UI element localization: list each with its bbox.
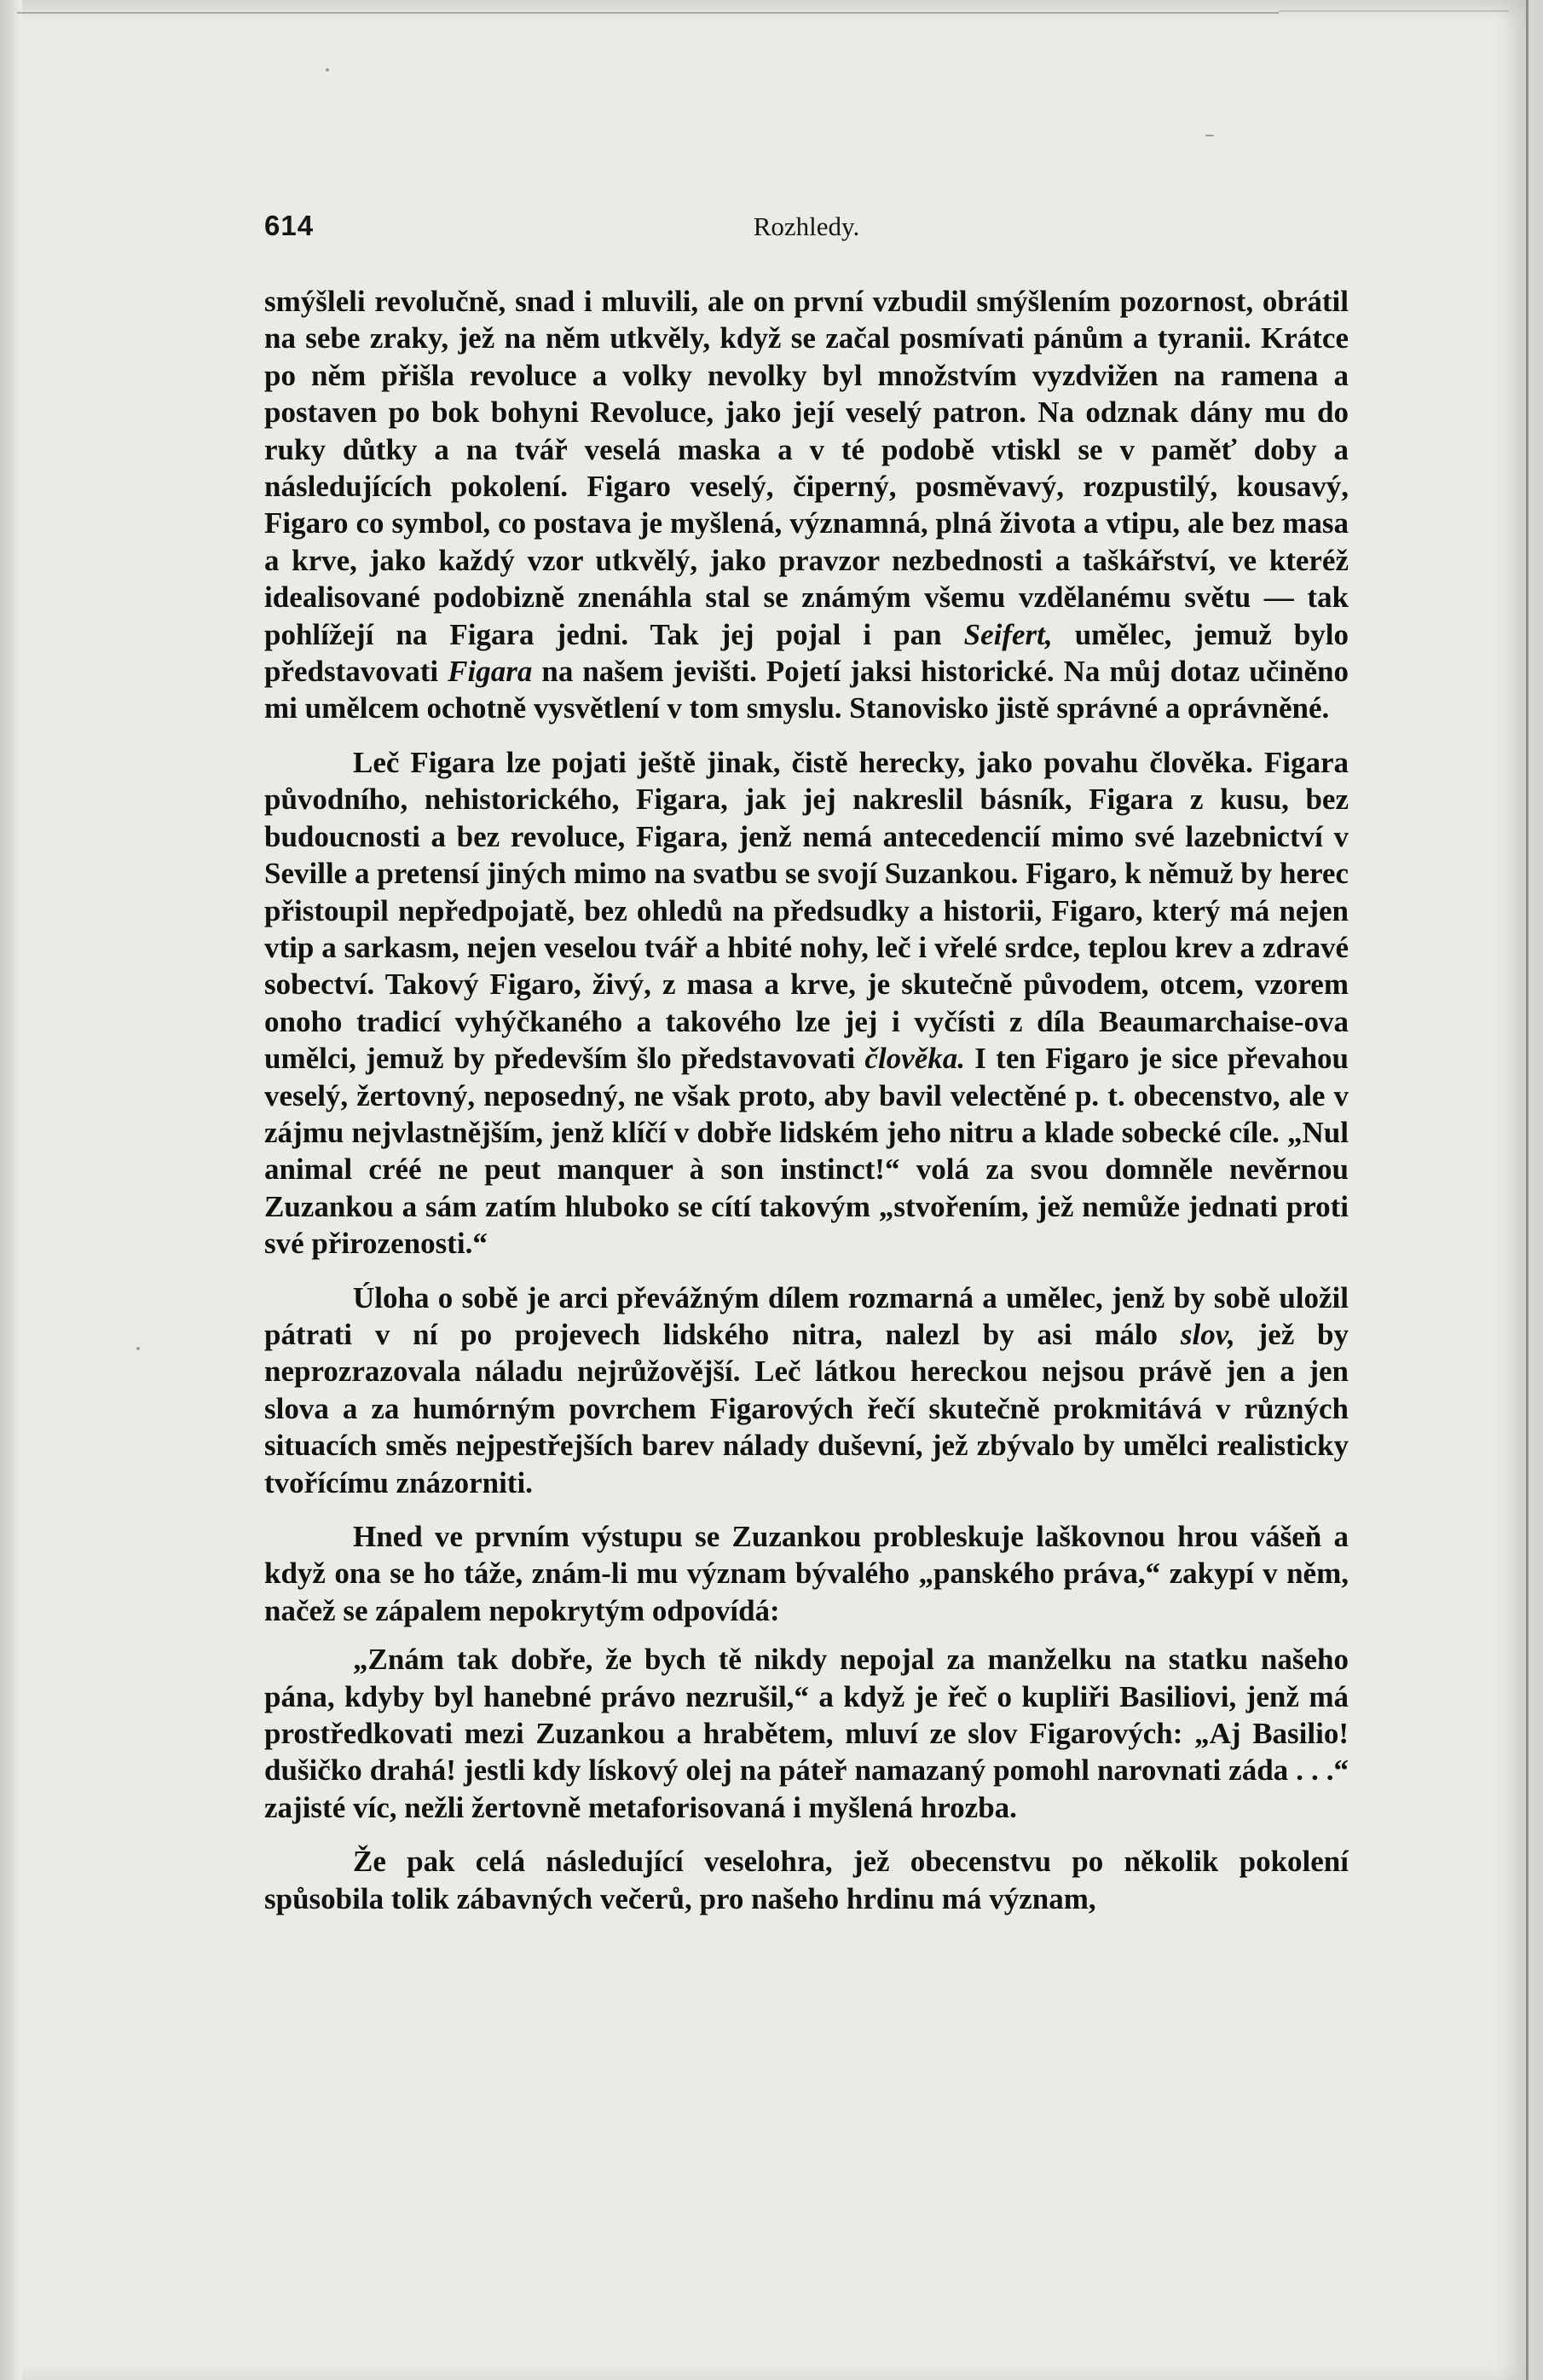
top-edge-rule-right bbox=[1279, 10, 1509, 12]
paragraph bbox=[264, 744, 1349, 1262]
top-edge-rule bbox=[17, 12, 1279, 14]
text-run: jež by neprozrazovala náladu nejrůžovější. Leč látkou hereckou nejsou právě jen a jen slova a za humórným povrchem Figarových řečí skutečně prokmitává v různých situacích směs nejpestřejších barev nálady duševní, jež zbývalo by umělci realisticky tvořícímu znázorniti. bbox=[264, 1317, 1349, 1499]
italic-text: Figara bbox=[448, 655, 533, 689]
italic-text: člověka. bbox=[864, 1042, 965, 1076]
running-head: Rozhledy. bbox=[753, 211, 860, 241]
text-run: Leč Figara lze pojati ještě jinak, čistě herecky, jako povahu člověka. Figara původního, nehistorického, Figara, jak jej nakreslil básník, Figara z kusu, bez budoucnosti a bez revoluce, Figara, jenž nemá antecedencií mimo své lazebnictví v Seville a pretensí jiných mimo na svatbu se svojí Suzankou. Figaro, k němuž by herec přistoupil nepředpojatě, bez ohledů na předsudky a historii, Figaro, který má nejen vtip a sarkasm, nejen veselou tvář a hbité nohy, leč i vřelé srdce, teplou krev a zdravé sobectví. Takový Figaro, živý, z masa a krve, je skutečně původem, otcem, vzorem onoho tradicí vyhýčkaného a takového lze jej i vyčísti z díla Beaumarchaise-ova umělci, jemuž by především šlo představovati bbox=[264, 745, 1349, 1076]
paragraph bbox=[264, 1280, 1349, 1501]
text-run: smýšleli revolučně, snad i mluvili, ale on první vzbudil smýšlením pozornost, obrátil na sebe zraky, jež na něm utkvěly, když se začal posmívati pánům a tyranii. Krátce po něm přišla revoluce a volky nevolky byl množstvím vyzdvižen na ramena a postaven po bok bohyni Revoluce, jako její veselý patron. Na odznak dány mu do ruky důtky a na tvář veselá maska a v té podobě vtiskl se v paměť doby a následujících pokolení. Figaro veselý, čiperný, posměvavý, rozpustilý, kousavý, Figaro co symbol, co postava je myšlená, významná, plná života a vtipu, ale bez masa a krve, jako každý vzor utkvělý, jako pravzor nezbednosti a taškářství, ve kteréž idealisované podobizně znenáhla stal se známým všemu vzdělanému světu — tak pohlížejí na Figara jedni. Tak jej pojal i pan bbox=[264, 285, 1349, 651]
paper-speck bbox=[1205, 135, 1214, 136]
paper-speck bbox=[136, 1347, 140, 1350]
text-run: umělec, jemuž bylo představovati bbox=[264, 617, 1349, 689]
text-run: na našem jevišti. Pojetí jaksi historické. Na můj dotaz učiněno mi umělcem ochotně vysvětlení v tom smyslu. Stanovisko jistě správné a oprávněné. bbox=[264, 655, 1349, 725]
paragraph bbox=[264, 283, 1349, 727]
italic-text: slov, bbox=[1180, 1317, 1235, 1351]
body-text bbox=[264, 283, 1349, 1917]
page-header bbox=[264, 210, 1349, 252]
text-run: „Znám tak dobře, že bych tě nikdy nepojal za manželku na statku našeho pána, kdyby byl hanebné právo nezrušil,“ a když je řeč o kupliři Basiliovi, jenž má prostředkovati mezi Zuzankou a hrabětem, mluví ze slov Figarových: „Aj Basilio! dušičko drahá! jestli kdy lískový olej na páteř namazaný pomohl narovnati záda . . .“ zajisté víc, nežli žertovně metaforisovaná i myšlená hrozba. bbox=[264, 1643, 1349, 1824]
paragraph bbox=[264, 1843, 1349, 1917]
page-number: 614 bbox=[264, 210, 315, 241]
paper-speck bbox=[326, 68, 329, 72]
italic-text: Seifert, bbox=[963, 617, 1053, 651]
text-run: Hned ve prvním výstupu se Zuzankou probleskuje laškovnou hrou vášeň a když ona se ho táže, znám-li mu význam bývalého „panského práva,“ zakypí v něm, načež se zápalem nepokrytým odpovídá: bbox=[264, 1520, 1349, 1627]
paragraph bbox=[264, 1518, 1349, 1629]
text-run: Že pak celá následující veselohra, jež obecenstvu po několik pokolení spůsobila tolik zábavných večerů, pro našeho hrdinu má význam, bbox=[264, 1845, 1349, 1915]
text-run: Úloha o sobě je arci převážným dílem rozmarná a umělec, jenž by sobě uložil pátrati v ní po projevech lidského nitra, nalezl by asi málo bbox=[264, 1280, 1349, 1351]
text-run: I ten Figaro je sice převahou veselý, žertovný, neposedný, ne však proto, aby bavil velectěné p. t. obecenstvo, ale v zájmu nejvlastnějším, jenž klíčí v dobře lidském jeho nitru a klade sobecké cíle. „Nul animal créé ne peut manquer à son instinct!“ volá za svou domněle nevěrnou Zuzankou a sám zatím hluboko se cítí takovým „stvořením, jež nemůže jednati proti své přirozenosti.“ bbox=[264, 1042, 1349, 1261]
page-gutter-shadow bbox=[0, 0, 22, 2380]
paragraph bbox=[264, 1641, 1349, 1826]
